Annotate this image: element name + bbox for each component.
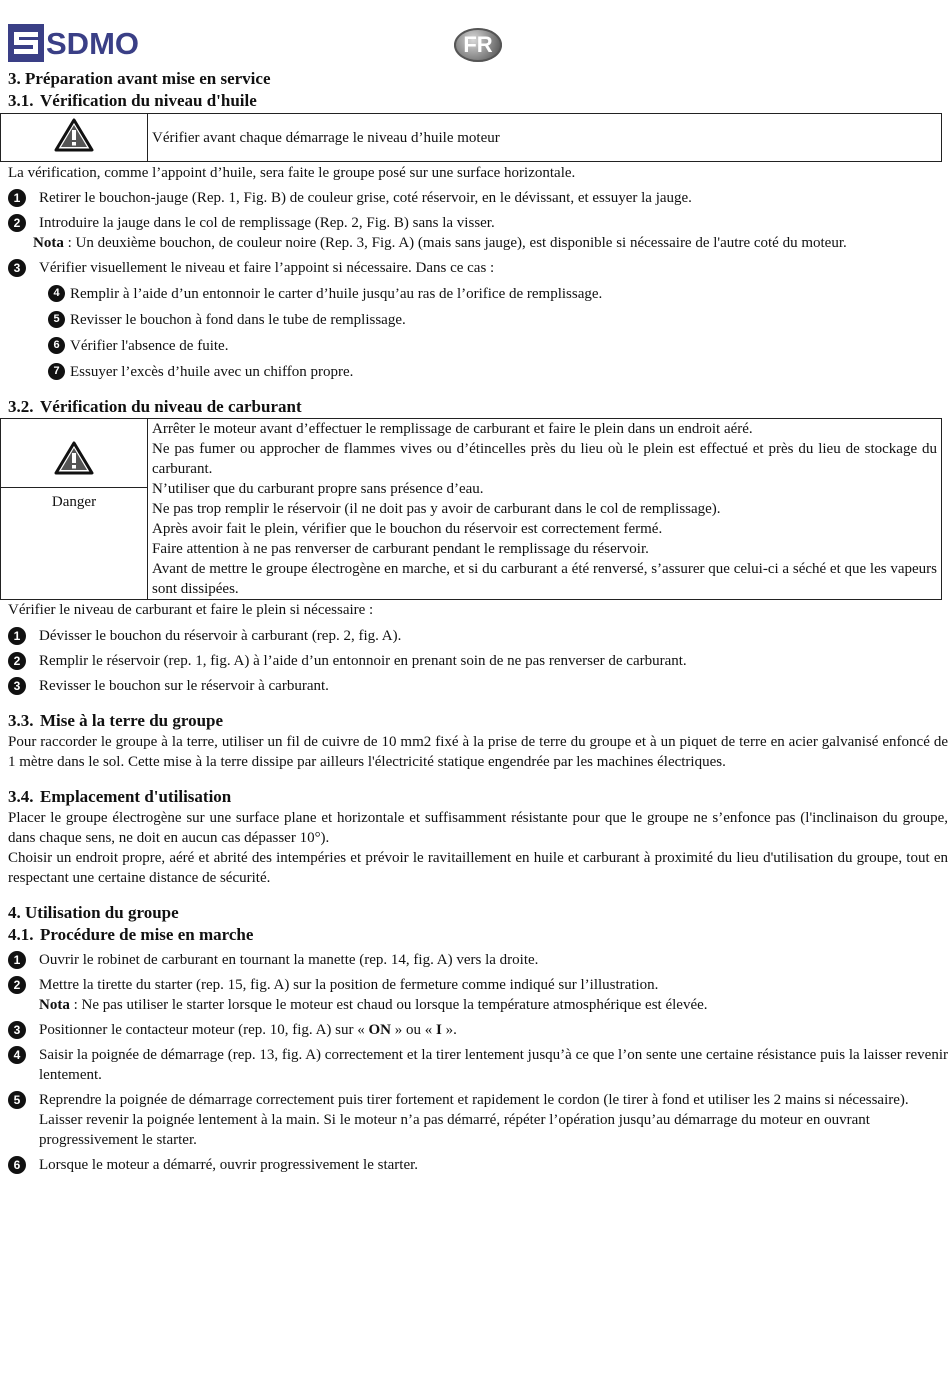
sdmo-logo (8, 24, 148, 64)
oil-warning-box (0, 113, 942, 162)
step-number-icon: 2 (8, 652, 26, 670)
oil-step-1: 1 Retirer le bouchon-jauge (Rep. 1, Fig. B) de couleur grise, coté réservoir, en le dévissant, et essuyer la jauge. (8, 188, 948, 208)
oil-substep-4: 4 Remplir à l’aide d’un entonnoir le carter d’huile jusqu’au ras de l’orifice de remplissage. (8, 284, 948, 304)
oil-nota: Nota : Un deuxième bouchon, de couleur noire (Rep. 3, Fig. A) (mais sans jauge), est disponible si nécessaire de l'autre coté du moteur. (33, 235, 847, 251)
step-number-icon: 7 (48, 363, 65, 380)
oil-substep-5: 5 Revisser le bouchon à fond dans le tube de remplissage. (8, 310, 948, 330)
sdmo-logo-mark-icon (8, 24, 44, 62)
step-number-icon: 5 (48, 311, 65, 328)
oil-substep-6: 6 Vérifier l'absence de fuite. (8, 336, 948, 356)
step-number-icon: 4 (8, 1046, 26, 1064)
fuel-step-3: 3 Revisser le bouchon sur le réservoir à carburant. (8, 676, 948, 696)
oil-intro: La vérification, comme l’appoint d’huile, sera faite le groupe posé sur une surface horizontale. (8, 165, 576, 181)
earthing-text: Pour raccorder le groupe à la terre, utiliser un fil de cuivre de 10 mm2 fixé à la prise de terre du groupe et à un piquet de terre en acier galvanisé enfoncé de 1 mètre dans le sol. Cette mise à la terre dissipe par ailleurs l'électricité statique engendrée par les machines électriques. (8, 734, 948, 770)
step-number-icon: 2 (8, 214, 26, 232)
section-3-4-title: 3.4. Emplacement d'utilisation (8, 787, 232, 806)
step-number-icon: 4 (48, 285, 65, 302)
step-number-icon: 3 (8, 677, 26, 695)
step-number-icon: 6 (48, 337, 65, 354)
warning-triangle-icon (54, 118, 94, 152)
warning-icon-cell (1, 114, 148, 162)
section-3-1-title: 3.1. Vérification du niveau d'huile (8, 91, 257, 110)
step-number-icon: 1 (8, 627, 26, 645)
step-number-icon: 2 (8, 976, 26, 994)
step-number-icon: 1 (8, 189, 26, 207)
start-step-6: 6 Lorsque le moteur a démarré, ouvrir progressivement le starter. (8, 1155, 948, 1175)
start-step-3: 3 Positionner le contacteur moteur (rep. 10, fig. A) sur « ON » ou « I ». (8, 1020, 948, 1040)
location-text-2: Choisir un endroit propre, aéré et abrité des intempéries et prévoir le ravitaillement en huile et carburant à proximité du lieu d'utilisation du groupe, tout en respectant une certaine distance de sécurité. (8, 850, 948, 886)
page-header (8, 0, 948, 68)
fuel-danger-box (0, 418, 942, 600)
danger-icon-cell (1, 419, 148, 600)
step-number-icon: 3 (8, 1021, 26, 1039)
section-3-3-title: 3.3. Mise à la terre du groupe (8, 711, 224, 730)
step-number-icon: 6 (8, 1156, 26, 1174)
manual-page (8, 0, 948, 1175)
step-number-icon: 5 (8, 1091, 26, 1109)
fuel-intro: Vérifier le niveau de carburant et faire le plein si nécessaire : (8, 602, 374, 618)
start-step-4: 4 Saisir la poignée de démarrage (rep. 13, fig. A) correctement et la tirer lentement jusqu’à ce que l’on sente une certaine résistance puis la laisser revenir lentement. (8, 1045, 948, 1085)
danger-label: Danger (1, 487, 147, 578)
fuel-step-1: 1 Dévisser le bouchon du réservoir à carburant (rep. 2, fig. A). (8, 626, 948, 646)
danger-text: Arrêter le moteur avant d’effectuer le remplissage de carburant et faire le plein dans un endroit aéré. Ne pas fumer ou approcher de flammes vives ou d’étincelles près du lieu où le plein est effectué et près du lieu de stockage du carburant. N’utiliser que du carburant propre sans présence d’eau. Ne pas trop remplir le réservoir (il ne doit pas y avoir de carburant dans le col de remplissage). Après avoir fait le plein, vérifier que le bouchon du réservoir est correctement fermé. Faire attention à ne pas renverser de carburant pendant le remplissage du réservoir. Avant de mettre le groupe électrogène en marche, et si du carburant a été renversé, s’assurer que celui-ci a séché et que les vapeurs sont dissipées. (148, 419, 942, 600)
section-4-1-title: 4.1. Procédure de mise en marche (8, 925, 254, 944)
oil-step-3: 3 Vérifier visuellement le niveau et faire l’appoint si nécessaire. Dans ce cas : (8, 258, 948, 278)
start-step-2: 2 Mettre la tirette du starter (rep. 15, fig. A) sur la position de fermeture comme indiqué sur l’illustration. (8, 975, 948, 995)
fuel-step-2: 2 Remplir le réservoir (rep. 1, fig. A) à l’aide d’un entonnoir en prenant soin de ne pas renverser de carburant. (8, 651, 948, 671)
oil-step-2: 2 Introduire la jauge dans le col de remplissage (Rep. 2, Fig. B) sans la visser. (8, 213, 948, 233)
location-text-1: Placer le groupe électrogène sur une surface plane et horizontale et suffisamment résistante pour que le groupe ne s’enfonce pas (l'inclinaison du groupe, dans chaque sens, ne doit en aucun cas dépasser 10°). (8, 810, 948, 846)
language-badge: FR (454, 28, 502, 62)
section-3-2-title: 3.2. Vérification du niveau de carburant (8, 397, 302, 416)
start-nota: Nota : Ne pas utiliser le starter lorsque le moteur est chaud ou lorsque la température atmosphérique est élevée. (39, 997, 708, 1013)
start-step-5: 5 Reprendre la poignée de démarrage correctement puis tirer fortement et rapidement le cordon (le tirer à fond et utiliser les 2 mains si nécessaire). Laisser revenir la poignée lentement à la main. Si le moteur n’a pas démarré, répéter l’opération jusqu’au démarrage du moteur en ouvrant progressivement le starter. (8, 1090, 948, 1150)
step-number-icon: 3 (8, 259, 26, 277)
oil-substep-7: 7 Essuyer l’excès d’huile avec un chiffon propre. (8, 362, 948, 382)
warning-triangle-icon (54, 441, 94, 475)
section-4-title: 4. Utilisation du groupe (8, 903, 179, 922)
brand-name: SDMO (46, 26, 139, 61)
section-3-title: 3. Préparation avant mise en service (8, 69, 271, 88)
start-step-1: 1 Ouvrir le robinet de carburant en tournant la manette (rep. 14, fig. A) vers la droite. (8, 950, 948, 970)
oil-warning-text: Vérifier avant chaque démarrage le niveau d’huile moteur (148, 114, 942, 162)
step-number-icon: 1 (8, 951, 26, 969)
